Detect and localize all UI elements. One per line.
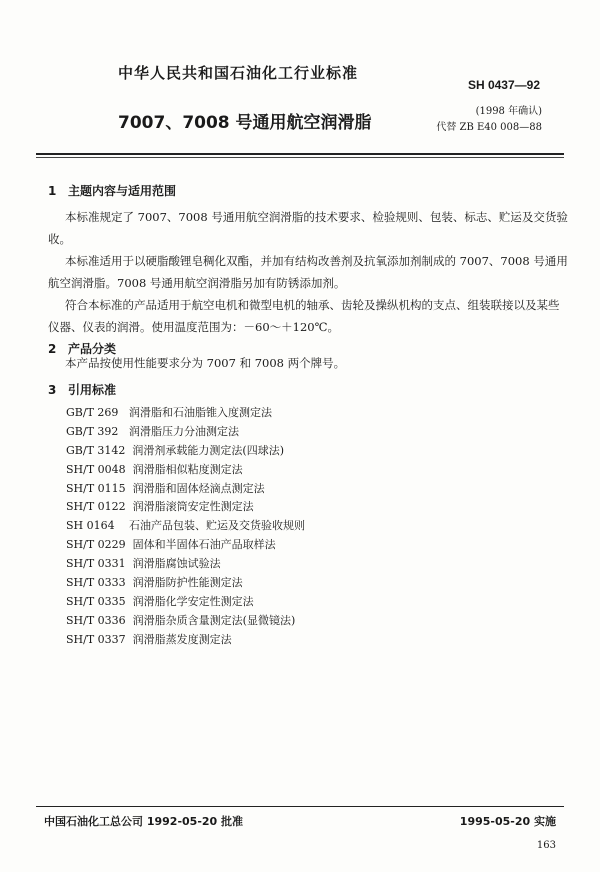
reference-name: 润滑脂相似粘度测定法 xyxy=(132,462,243,476)
reference-code: SH/T 0336 xyxy=(66,613,126,627)
reference-item xyxy=(66,536,305,555)
reference-item xyxy=(66,593,305,612)
reference-list xyxy=(66,404,305,650)
reference-item xyxy=(66,574,305,593)
reference-name: 石油产品包装、贮运及交货验收规则 xyxy=(129,519,305,533)
reference-code: SH/T 0335 xyxy=(66,594,126,608)
section-title: 主题内容与适用范围 xyxy=(68,184,177,198)
section-1-paragraph: 本标准规定了 7007、7008 号通用航空润滑脂的技术要求、检验规则、包装、标志、贮运及交货验收。 xyxy=(48,210,568,246)
section-number: 1 xyxy=(48,184,57,198)
reference-name: 润滑脂蒸发度测定法 xyxy=(132,632,232,646)
reference-name: 润滑脂防护性能测定法 xyxy=(132,576,243,590)
reference-item xyxy=(66,612,305,631)
reference-code: SH/T 0331 xyxy=(66,557,126,571)
reference-code: GB/T 392 xyxy=(66,424,119,438)
document-title: 7007、7008 号通用航空润滑脂 xyxy=(118,113,372,133)
reference-name: 润滑脂滚筒安定性测定法 xyxy=(132,500,254,514)
reference-code: SH/T 0333 xyxy=(66,576,126,590)
reference-code: SH/T 0122 xyxy=(66,500,126,514)
reference-item xyxy=(66,498,305,517)
page-number: 163 xyxy=(536,840,556,851)
reference-code: SH/T 0229 xyxy=(66,538,126,552)
header-divider-thin xyxy=(36,157,564,158)
reference-item xyxy=(66,631,305,650)
reference-name: 润滑脂和固体烃滴点测定法 xyxy=(132,481,265,495)
reference-name: 润滑脂杂质含量测定法(显微镜法) xyxy=(132,613,296,627)
reference-code: SH/T 0048 xyxy=(66,462,126,476)
confirmation-note: (1998 年确认) xyxy=(475,106,542,117)
section-1-paragraph: 符合本标准的产品适用于航空电机和微型电机的轴承、齿轮及操纵机构的支点、组装联接以及某些仪器、仪表的润滑。使用温度范围为：－60～＋120℃。 xyxy=(48,298,560,334)
reference-code: SH/T 0337 xyxy=(66,632,126,646)
reference-name: 润滑脂压力分油测定法 xyxy=(129,424,239,438)
approval-note: 中国石油化工总公司 1992-05-20 批准 xyxy=(44,815,244,828)
reference-name: 固体和半固体石油产品取样法 xyxy=(132,538,276,552)
section-1-paragraph: 本标准适用于以硬脂酸锂皂稠化双酯，并加有结构改善剂及抗氧添加剂制成的 7007、7008 号通用航空润滑脂。7008 号通用航空润滑脂另加有防锈添加剂。 xyxy=(48,254,568,290)
reference-name: 润滑剂承载能力测定法(四球法) xyxy=(132,443,284,457)
reference-item xyxy=(66,480,305,499)
header-divider xyxy=(36,153,564,155)
section-number: 3 xyxy=(48,383,57,397)
section-1-heading xyxy=(48,182,176,199)
implementation-note: 1995-05-20 实施 xyxy=(459,815,556,828)
reference-name: 润滑脂腐蚀试验法 xyxy=(132,557,221,571)
replaces-note: 代替 ZB E40 008—88 xyxy=(436,122,542,133)
reference-code: GB/T 3142 xyxy=(66,443,126,457)
reference-item xyxy=(66,442,305,461)
reference-name: 润滑脂和石油脂锥入度测定法 xyxy=(129,406,272,419)
reference-name: 润滑脂化学安定性测定法 xyxy=(132,594,254,608)
reference-code: SH/T 0115 xyxy=(66,481,126,495)
section-number: 2 xyxy=(48,342,57,356)
reference-item xyxy=(66,555,305,574)
reference-item xyxy=(66,461,305,480)
section-3-heading xyxy=(48,381,116,398)
footer-divider xyxy=(36,806,564,807)
reference-item xyxy=(66,404,305,423)
section-title: 引用标准 xyxy=(68,383,117,397)
industry-standard-heading: 中华人民共和国石油化工行业标准 xyxy=(118,64,359,82)
section-2-paragraph: 本产品按使用性能要求分为 7007 和 7008 两个牌号。 xyxy=(65,356,346,370)
section-title: 产品分类 xyxy=(68,342,117,356)
reference-item xyxy=(66,517,305,536)
standard-code: SH 0437—92 xyxy=(467,78,540,92)
reference-code: GB/T 269 xyxy=(66,406,119,419)
reference-code: SH 0164 xyxy=(66,519,115,533)
reference-item xyxy=(66,423,305,442)
